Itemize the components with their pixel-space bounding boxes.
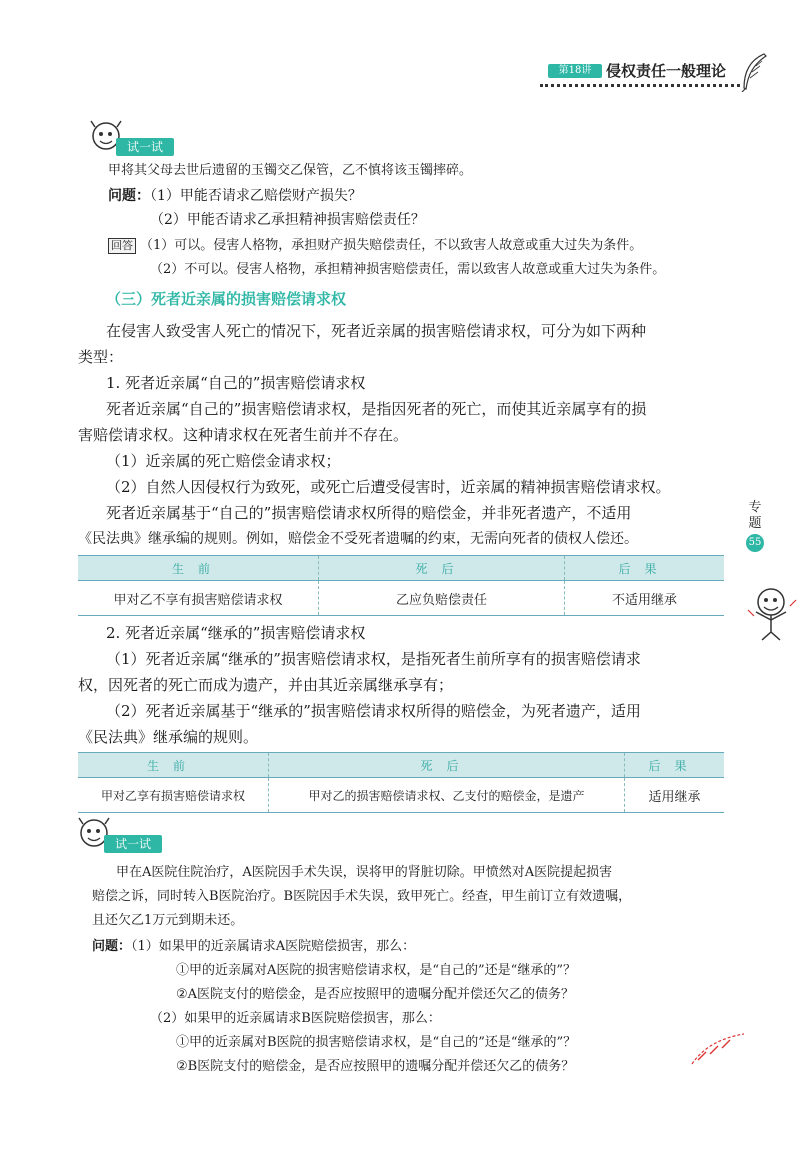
mascot-cheer-icon <box>744 582 798 642</box>
table-header-row <box>78 556 724 581</box>
q1-text: （1）甲能否请求乙赔偿财产损失？ <box>150 188 362 204</box>
p1-item-1: （1）近亲属的死亡赔偿金请求权； <box>106 452 341 470</box>
table-row <box>78 778 724 813</box>
side-tab-number: 55 <box>746 534 764 552</box>
table-row <box>78 581 724 616</box>
try2-q1-a: ①甲的近亲属对A医院的损害赔偿请求权，是“自己的”还是“继承的”？ <box>176 963 576 978</box>
try-it-badge-2 <box>74 815 174 861</box>
try1-scenario: 甲将其父母去世后遗留的玉镯交乙保管，乙不慎将该玉镯摔碎。 <box>108 163 473 178</box>
p1-item-2: （2）自然人因侵权行为致死，或死亡后遭受侵害时，近亲属的精神损害赔偿请求权。 <box>106 478 671 496</box>
table-header-row <box>78 753 724 778</box>
try-it-label: 试一试 <box>104 835 162 853</box>
cell-before-death: 甲对乙不享有损害赔偿请求权 <box>78 581 319 616</box>
side-tab-char-1: 专 <box>748 500 762 515</box>
try2-q1-b: ②A医院支付的赔偿金，是否应按照甲的遗嘱分配并偿还欠乙的债务？ <box>176 987 575 1002</box>
intro-line-2: 类型： <box>78 348 124 366</box>
table-inherited-claim <box>78 752 724 813</box>
try-it-label: 试一试 <box>116 138 174 156</box>
try1-q2: （2）甲能否请求乙承担精神损害赔偿责任？ <box>150 212 425 228</box>
answer-label: 回答 <box>108 238 136 254</box>
feather-icon <box>740 52 768 92</box>
try1-a2: （2）不可以。侵害人格物，承担精神损害赔偿责任，需以致害人故意或重大过失为条件。 <box>150 262 666 277</box>
p2-item-2-line-2: 《民法典》继承编的规则。 <box>78 728 259 746</box>
q1-text: （1）如果甲的近亲属请求A医院赔偿损害，那么： <box>131 939 416 954</box>
try1-a1 <box>108 235 642 257</box>
try1-q1 <box>108 185 362 207</box>
try2-scenario-line-3: 且还欠乙1万元到期未还。 <box>92 913 244 928</box>
try-it-badge-1 <box>86 118 186 164</box>
header-consequence: 后果 <box>565 556 725 581</box>
side-tab-char-2: 题 <box>748 516 762 531</box>
cell-consequence: 适用继承 <box>625 778 725 813</box>
header-before-death: 生前 <box>78 753 269 778</box>
header-after-death: 死后 <box>269 753 625 778</box>
cell-before-death: 甲对乙享有损害赔偿请求权 <box>78 778 269 813</box>
subheading-2: 2. 死者近亲属“继承的”损害赔偿请求权 <box>106 624 366 642</box>
try2-q1 <box>92 936 415 958</box>
chapter-badge: 第18讲 <box>548 64 602 78</box>
try2-q2-a: ①甲的近亲属对B医院的损害赔偿请求权，是“自己的”还是“继承的”？ <box>176 1035 577 1050</box>
chapter-title: 侵权责任一般理论 <box>606 62 727 80</box>
p2-item-1-line-2: 权，因死者的死亡而成为遗产，并由其近亲属继承享有； <box>78 676 454 694</box>
question-label: 问题： <box>108 188 150 204</box>
header-after-death: 死后 <box>319 556 565 581</box>
question-label: 问题： <box>92 939 132 954</box>
p1-conclusion-line-2: 《民法典》继承编的规则。例如，赔偿金不受死者遗嘱的约束，无需向死者的债权人偿还。 <box>78 531 638 547</box>
try2-scenario-line-1: 甲在A医院住院治疗，A医院因手术失误，误将甲的肾脏切除。甲愤然对A医院提起损害 <box>116 865 613 880</box>
p1-line-1: 死者近亲属“自己的”损害赔偿请求权，是指因死者的死亡，而使其近亲属享有的损 <box>106 400 647 418</box>
try2-q2-b: ②B医院支付的赔偿金，是否应按照甲的遗嘱分配并偿还欠乙的债务？ <box>176 1059 575 1074</box>
p1-line-2: 害赔偿请求权。这种请求权在死者生前并不存在。 <box>78 426 409 444</box>
p1-conclusion-line-1: 死者近亲属基于“自己的”损害赔偿请求权所得的赔偿金，并非死者遗产，不适用 <box>106 504 632 522</box>
header-dotted-rule <box>540 84 740 87</box>
try2-scenario-line-2: 赔偿之诉，同时转入B医院治疗。B医院因手术失误，致甲死亡。经查，甲生前订立有效遗嘱， <box>92 889 632 904</box>
header-before-death: 生前 <box>78 556 319 581</box>
handwritten-stamp-icon <box>688 1030 748 1070</box>
cell-consequence: 不适用继承 <box>565 581 725 616</box>
p2-item-1-line-1: （1）死者近亲属“继承的”损害赔偿请求权，是指死者生前所享有的损害赔偿请求 <box>106 650 641 668</box>
cell-after-death: 甲对乙的损害赔偿请求权、乙支付的赔偿金，是遗产 <box>269 778 625 813</box>
header-consequence: 后果 <box>625 753 725 778</box>
try2-q2: （2）如果甲的近亲属请求B医院赔偿损害，那么： <box>150 1011 441 1026</box>
subheading-1: 1. 死者近亲属“自己的”损害赔偿请求权 <box>106 374 366 392</box>
table-own-claim <box>78 555 724 616</box>
cell-after-death: 乙应负赔偿责任 <box>319 581 565 616</box>
a1-text: （1）可以。侵害人格物，承担财产损失赔偿责任，不以致害人故意或重大过失为条件。 <box>140 238 643 253</box>
section-heading: （三）死者近亲属的损害赔偿请求权 <box>106 290 347 308</box>
p2-item-2-line-1: （2）死者近亲属基于“继承的”损害赔偿请求权所得的赔偿金，为死者遗产，适用 <box>106 702 641 720</box>
chapter-side-tab <box>744 500 766 552</box>
intro-line-1: 在侵害人致受害人死亡的情况下，死者近亲属的损害赔偿请求权，可分为如下两种 <box>106 322 647 340</box>
